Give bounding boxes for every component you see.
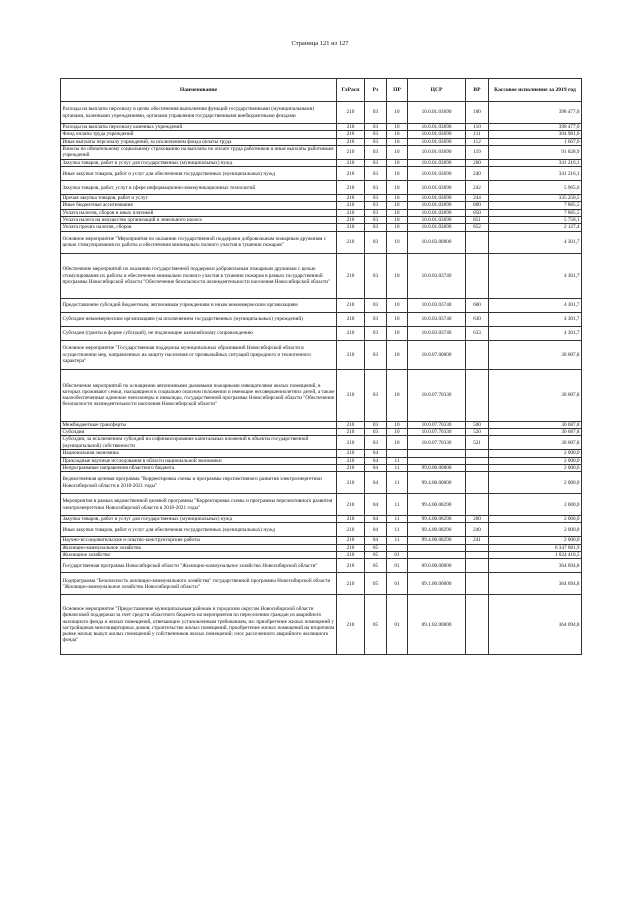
table-row bbox=[61, 224, 582, 231]
cell-pr: 10 bbox=[387, 209, 408, 216]
cell-rz: 04 bbox=[365, 494, 387, 516]
cell-name: Обеспечение мероприятий по оснащению автономными дымовыми пожарными извещателями жилых помещений, в которых проживают семьи, находящиеся в социально опасном положении и имеющие несовершеннолетних детей, а также малообеспеченные одинокие пенсионеры и инвалиды, государственной программы Новосибирской области "Обеспечение безопасности жизнедеятельности населения Новосибирской области" bbox=[61, 369, 337, 421]
table-row bbox=[61, 202, 582, 209]
cell-glrasp: 210 bbox=[337, 298, 365, 312]
cell-name: Предоставление субсидий бюджетным, автономным учреждениям и иным некоммерческим организациям bbox=[61, 298, 337, 312]
cell-vr: 240 bbox=[466, 523, 489, 537]
cell-glrasp: 210 bbox=[337, 559, 365, 573]
cell-glrasp: 210 bbox=[337, 102, 365, 124]
cell-csr bbox=[408, 457, 466, 464]
cell-vr bbox=[466, 544, 489, 551]
cell-sum: 4 301,7 bbox=[489, 253, 582, 298]
cell-glrasp: 210 bbox=[337, 312, 365, 326]
cell-glrasp: 210 bbox=[337, 428, 365, 435]
cell-csr: 10.0.07.00000 bbox=[408, 340, 466, 369]
cell-name: Иные бюджетные ассигнования bbox=[61, 202, 337, 209]
cell-pr: 11 bbox=[387, 523, 408, 537]
cell-csr: 10.0.01.03690 bbox=[408, 138, 466, 145]
table-row bbox=[61, 421, 582, 428]
cell-pr: 10 bbox=[387, 231, 408, 253]
cell-rz: 03 bbox=[365, 181, 387, 195]
col-header-sum: Кассовое исполнение за 2019 год bbox=[489, 79, 582, 102]
cell-glrasp: 210 bbox=[337, 124, 365, 131]
table-row bbox=[61, 231, 582, 253]
cell-pr: 10 bbox=[387, 298, 408, 312]
table-row bbox=[61, 312, 582, 326]
table-row bbox=[61, 340, 582, 369]
cell-name: Субсидии, за исключением субсидий на софинансирование капитальных вложений в объекты государственной (муниципальной) собственности bbox=[61, 436, 337, 450]
cell-vr: 500 bbox=[466, 421, 489, 428]
cell-vr: 112 bbox=[466, 138, 489, 145]
col-header-vr: ВР bbox=[466, 79, 489, 102]
cell-sum: 398 477,0 bbox=[489, 124, 582, 131]
cell-sum: 2 127,4 bbox=[489, 224, 582, 231]
cell-name: Государственная программа Новосибирской области "Жилищно-коммунальное хозяйство Новосибирской области" bbox=[61, 559, 337, 573]
cell-rz: 03 bbox=[365, 253, 387, 298]
table-row bbox=[61, 145, 582, 159]
cell-name: Субсидии некоммерческим организациям (за исключением государственных (муниципальных) учреждений) bbox=[61, 312, 337, 326]
table-row bbox=[61, 124, 582, 131]
cell-sum: 304 981,0 bbox=[489, 131, 582, 138]
cell-name: Уплата прочих налогов, сборов bbox=[61, 224, 337, 231]
cell-pr: 10 bbox=[387, 124, 408, 131]
cell-pr: 01 bbox=[387, 573, 408, 595]
cell-sum: 30 687,8 bbox=[489, 340, 582, 369]
cell-vr: 800 bbox=[466, 202, 489, 209]
table-row bbox=[61, 209, 582, 216]
table-row bbox=[61, 523, 582, 537]
table-row bbox=[61, 436, 582, 450]
cell-pr: 10 bbox=[387, 312, 408, 326]
cell-name: Закупка товаров, работ и услуг для государственных (муниципальных) нужд bbox=[61, 516, 337, 523]
cell-name: Жилищное хозяйство bbox=[61, 552, 337, 559]
cell-csr: 10.0.07.70330 bbox=[408, 428, 466, 435]
cell-vr: 850 bbox=[466, 209, 489, 216]
cell-vr bbox=[466, 457, 489, 464]
cell-sum: 2 000,0 bbox=[489, 516, 582, 523]
cell-csr: 09.1.00.00000 bbox=[408, 573, 466, 595]
table-row bbox=[61, 131, 582, 138]
cell-pr: 10 bbox=[387, 436, 408, 450]
cell-csr: 10.0.07.70330 bbox=[408, 421, 466, 428]
cell-csr: 10.0.01.03690 bbox=[408, 124, 466, 131]
cell-sum: 341 216,1 bbox=[489, 159, 582, 166]
cell-vr: 119 bbox=[466, 145, 489, 159]
cell-csr: 10.0.07.70330 bbox=[408, 436, 466, 450]
cell-sum: 4 301,7 bbox=[489, 231, 582, 253]
table-row bbox=[61, 428, 582, 435]
cell-rz: 04 bbox=[365, 537, 387, 544]
cell-glrasp: 210 bbox=[337, 436, 365, 450]
cell-rz: 05 bbox=[365, 544, 387, 551]
cell-glrasp: 210 bbox=[337, 464, 365, 471]
cell-csr: 99.4.00.08290 bbox=[408, 537, 466, 544]
cell-glrasp: 210 bbox=[337, 217, 365, 224]
cell-csr bbox=[408, 450, 466, 457]
cell-csr bbox=[408, 544, 466, 551]
table-row bbox=[61, 253, 582, 298]
table-row bbox=[61, 472, 582, 494]
cell-csr: 10.0.03.03740 bbox=[408, 326, 466, 340]
cell-vr: 633 bbox=[466, 326, 489, 340]
cell-glrasp: 210 bbox=[337, 195, 365, 202]
cell-rz: 03 bbox=[365, 202, 387, 209]
cell-name: Субсидии (гранты в форме субсидий), не подлежащие казначейскому сопровождению bbox=[61, 326, 337, 340]
cell-sum: 1 024 410,5 bbox=[489, 552, 582, 559]
cell-csr: 10.0.03.03740 bbox=[408, 312, 466, 326]
cell-sum: 1 667,0 bbox=[489, 138, 582, 145]
cell-name: Прочая закупка товаров, работ и услуг bbox=[61, 195, 337, 202]
table-body bbox=[61, 102, 582, 655]
cell-pr: 10 bbox=[387, 326, 408, 340]
cell-glrasp: 210 bbox=[337, 326, 365, 340]
cell-name: Иные выплаты персоналу учреждений, за исключением фонда оплаты труда bbox=[61, 138, 337, 145]
cell-csr: 10.0.01.03690 bbox=[408, 224, 466, 231]
cell-rz: 03 bbox=[365, 312, 387, 326]
cell-rz: 03 bbox=[365, 131, 387, 138]
cell-pr: 10 bbox=[387, 181, 408, 195]
table-row bbox=[61, 195, 582, 202]
cell-csr: 99.0.00.00000 bbox=[408, 464, 466, 471]
cell-name: Закупка товаров, работ и услуг для государственных (муниципальных) нужд bbox=[61, 159, 337, 166]
cell-pr: 10 bbox=[387, 145, 408, 159]
cell-sum: 364 694,8 bbox=[489, 573, 582, 595]
cell-sum: 4 301,7 bbox=[489, 326, 582, 340]
cell-glrasp: 210 bbox=[337, 181, 365, 195]
table-row bbox=[61, 369, 582, 421]
cell-pr: 10 bbox=[387, 428, 408, 435]
col-header-name: Наименование bbox=[61, 79, 337, 102]
table-row bbox=[61, 494, 582, 516]
cell-pr: 10 bbox=[387, 224, 408, 231]
cell-csr: 99.4.00.00000 bbox=[408, 472, 466, 494]
cell-vr bbox=[466, 253, 489, 298]
cell-rz: 03 bbox=[365, 436, 387, 450]
col-header-pr: ПР bbox=[387, 79, 408, 102]
cell-pr: 10 bbox=[387, 421, 408, 428]
cell-sum: 2 000,0 bbox=[489, 450, 582, 457]
cell-vr bbox=[466, 369, 489, 421]
cell-vr: 851 bbox=[466, 217, 489, 224]
cell-name: Иные закупки товаров, работ и услуг для обеспечения государственных (муниципальных) нужд bbox=[61, 167, 337, 181]
table-row bbox=[61, 537, 582, 544]
cell-csr: 10.0.03.00000 bbox=[408, 231, 466, 253]
table-row bbox=[61, 552, 582, 559]
cell-pr: 10 bbox=[387, 167, 408, 181]
cell-rz: 04 bbox=[365, 516, 387, 523]
cell-vr bbox=[466, 552, 489, 559]
table-row bbox=[61, 450, 582, 457]
cell-name: Расходы на выплаты персоналу в целях обеспечения выполнения функций государственными (муниципальными) органами, казенными учреждениями, органами управления государственными внебюджетными фондами bbox=[61, 102, 337, 124]
cell-glrasp: 210 bbox=[337, 421, 365, 428]
col-header-rz: Рз bbox=[365, 79, 387, 102]
table-row bbox=[61, 326, 582, 340]
cell-pr: 10 bbox=[387, 131, 408, 138]
cell-rz: 04 bbox=[365, 457, 387, 464]
cell-rz: 05 bbox=[365, 552, 387, 559]
cell-rz: 03 bbox=[365, 224, 387, 231]
cell-glrasp: 210 bbox=[337, 573, 365, 595]
cell-csr: 09.1.02.00000 bbox=[408, 595, 466, 655]
cell-sum: 30 687,8 bbox=[489, 421, 582, 428]
cell-glrasp: 210 bbox=[337, 595, 365, 655]
budget-table bbox=[60, 78, 582, 655]
cell-csr: 10.0.03.03740 bbox=[408, 298, 466, 312]
cell-csr: 10.0.01.03690 bbox=[408, 202, 466, 209]
cell-csr: 09.0.00.00000 bbox=[408, 559, 466, 573]
cell-sum: 30 687,8 bbox=[489, 369, 582, 421]
cell-vr bbox=[466, 464, 489, 471]
cell-glrasp: 210 bbox=[337, 450, 365, 457]
cell-rz: 04 bbox=[365, 472, 387, 494]
cell-rz: 05 bbox=[365, 573, 387, 595]
cell-vr: 200 bbox=[466, 516, 489, 523]
cell-csr: 10.0.01.03690 bbox=[408, 102, 466, 124]
cell-name: Обеспечение мероприятий по оказанию государственной поддержки добровольным пожарным дружинам с целью стимулирования их работы и обеспечения мнимально полного участия в тушении пожаров в рамках государственной программы Новосибирской области "Обеспечение безопасности жизнедеятельности населения Новосибирской области" bbox=[61, 253, 337, 298]
cell-rz: 03 bbox=[365, 298, 387, 312]
table-row bbox=[61, 464, 582, 471]
cell-csr: 10.0.01.03690 bbox=[408, 167, 466, 181]
cell-pr: 11 bbox=[387, 516, 408, 523]
cell-vr: 240 bbox=[466, 167, 489, 181]
cell-name: Подпрограмма "Безопасность жилищно-коммунального хозяйства" государственной программы Новосибирской области "Жилищно-коммунальное хозяйство Новосибирской области" bbox=[61, 573, 337, 595]
cell-sum: 2 000,0 bbox=[489, 537, 582, 544]
cell-glrasp: 210 bbox=[337, 369, 365, 421]
cell-vr bbox=[466, 595, 489, 655]
cell-name: Уплата налога на имущество организаций и земельного налога bbox=[61, 217, 337, 224]
cell-vr: 100 bbox=[466, 102, 489, 124]
cell-name: Ведомственная целевая программа "Корректировка схемы и программы перспективного развития электроэнергетики Новосибирской области в 2018-2021 годы" bbox=[61, 472, 337, 494]
cell-csr: 10.0.07.70330 bbox=[408, 369, 466, 421]
cell-rz: 03 bbox=[365, 102, 387, 124]
cell-pr: 10 bbox=[387, 217, 408, 224]
cell-rz: 03 bbox=[365, 195, 387, 202]
cell-rz: 03 bbox=[365, 326, 387, 340]
cell-rz: 05 bbox=[365, 559, 387, 573]
cell-glrasp: 210 bbox=[337, 494, 365, 516]
cell-csr: 10.0.01.03690 bbox=[408, 217, 466, 224]
cell-rz: 03 bbox=[365, 167, 387, 181]
cell-name: Взносы по обязательному социальному страхованию на выплаты по оплате труда работников и иные выплаты работникам учреждений bbox=[61, 145, 337, 159]
cell-pr: 10 bbox=[387, 159, 408, 166]
table-row bbox=[61, 102, 582, 124]
cell-sum: 91 828,9 bbox=[489, 145, 582, 159]
table-row bbox=[61, 516, 582, 523]
cell-csr: 10.0.03.03740 bbox=[408, 253, 466, 298]
cell-rz: 03 bbox=[365, 369, 387, 421]
cell-csr: 99.4.00.08290 bbox=[408, 494, 466, 516]
cell-sum: 2 000,0 bbox=[489, 464, 582, 471]
cell-glrasp: 210 bbox=[337, 145, 365, 159]
cell-name: Межбюджетные трансферты bbox=[61, 421, 337, 428]
cell-csr: 10.0.01.03690 bbox=[408, 181, 466, 195]
cell-vr: 520 bbox=[466, 428, 489, 435]
cell-csr: 99.4.00.08290 bbox=[408, 516, 466, 523]
table-header-row bbox=[61, 79, 582, 102]
cell-vr bbox=[466, 573, 489, 595]
cell-vr: 630 bbox=[466, 312, 489, 326]
cell-sum: 4 301,7 bbox=[489, 312, 582, 326]
cell-glrasp: 210 bbox=[337, 224, 365, 231]
page-header: Страница 121 из 127 bbox=[291, 40, 349, 47]
cell-rz: 04 bbox=[365, 450, 387, 457]
cell-pr bbox=[387, 450, 408, 457]
cell-name: Закупка товаров, работ, услуг в сфере информационно-коммуникационных технологий bbox=[61, 181, 337, 195]
cell-rz: 03 bbox=[365, 421, 387, 428]
table-row bbox=[61, 573, 582, 595]
cell-glrasp: 210 bbox=[337, 523, 365, 537]
cell-vr: 852 bbox=[466, 224, 489, 231]
cell-pr: 10 bbox=[387, 340, 408, 369]
table-row bbox=[61, 138, 582, 145]
cell-pr: 10 bbox=[387, 369, 408, 421]
cell-sum: 4 301,7 bbox=[489, 298, 582, 312]
cell-sum: 2 000,0 bbox=[489, 523, 582, 537]
cell-pr: 11 bbox=[387, 472, 408, 494]
cell-glrasp: 210 bbox=[337, 253, 365, 298]
cell-pr: 01 bbox=[387, 559, 408, 573]
cell-name: Непрограммные направления областного бюджета bbox=[61, 464, 337, 471]
cell-pr: 11 bbox=[387, 537, 408, 544]
cell-rz: 03 bbox=[365, 209, 387, 216]
cell-glrasp: 210 bbox=[337, 537, 365, 544]
table-row bbox=[61, 595, 582, 655]
cell-sum: 335 250,5 bbox=[489, 195, 582, 202]
cell-vr bbox=[466, 494, 489, 516]
cell-vr: 600 bbox=[466, 298, 489, 312]
cell-name: Субсидии bbox=[61, 428, 337, 435]
cell-pr: 11 bbox=[387, 457, 408, 464]
cell-csr: 10.0.01.03690 bbox=[408, 145, 466, 159]
cell-glrasp: 210 bbox=[337, 457, 365, 464]
cell-pr: 10 bbox=[387, 138, 408, 145]
table-row bbox=[61, 181, 582, 195]
cell-pr: 11 bbox=[387, 494, 408, 516]
cell-vr bbox=[466, 559, 489, 573]
cell-glrasp: 210 bbox=[337, 159, 365, 166]
cell-glrasp: 210 bbox=[337, 138, 365, 145]
cell-rz: 03 bbox=[365, 340, 387, 369]
cell-name: Расходы на выплаты персоналу казенных учреждений bbox=[61, 124, 337, 131]
cell-sum: 364 694,8 bbox=[489, 595, 582, 655]
cell-pr: 10 bbox=[387, 202, 408, 209]
cell-pr: 01 bbox=[387, 595, 408, 655]
cell-sum: 341 216,1 bbox=[489, 167, 582, 181]
cell-sum: 5 965,6 bbox=[489, 181, 582, 195]
cell-glrasp: 210 bbox=[337, 340, 365, 369]
cell-vr: 242 bbox=[466, 181, 489, 195]
cell-pr bbox=[387, 544, 408, 551]
cell-name: Мероприятия в рамках ведомственной целевой программы "Корректировка схемы и программы перспективного развития электроэнергетики Новосибирской области в 2018-2021 годы" bbox=[61, 494, 337, 516]
cell-glrasp: 210 bbox=[337, 131, 365, 138]
cell-csr: 10.0.01.03690 bbox=[408, 131, 466, 138]
cell-rz: 03 bbox=[365, 124, 387, 131]
cell-vr bbox=[466, 340, 489, 369]
cell-sum: 5 758,1 bbox=[489, 217, 582, 224]
cell-vr: 241 bbox=[466, 537, 489, 544]
table-row bbox=[61, 298, 582, 312]
cell-sum: 398 477,0 bbox=[489, 102, 582, 124]
cell-glrasp: 210 bbox=[337, 472, 365, 494]
cell-glrasp: 210 bbox=[337, 167, 365, 181]
cell-vr: 244 bbox=[466, 195, 489, 202]
cell-rz: 03 bbox=[365, 138, 387, 145]
cell-sum: 7 885,5 bbox=[489, 209, 582, 216]
cell-sum: 364 694,8 bbox=[489, 559, 582, 573]
cell-glrasp: 210 bbox=[337, 552, 365, 559]
table-row bbox=[61, 559, 582, 573]
table-row bbox=[61, 457, 582, 464]
cell-name: Основное мероприятие "Мероприятия по оказанию государственной поддержки добровольным пожарным дружинам с целью стимулирования их работы и обеспечения минимально полного участия в тушении пожаров" bbox=[61, 231, 337, 253]
cell-rz: 04 bbox=[365, 523, 387, 537]
cell-vr: 200 bbox=[466, 159, 489, 166]
cell-rz: 03 bbox=[365, 145, 387, 159]
cell-csr: 10.0.01.03690 bbox=[408, 195, 466, 202]
col-header-glrasp: ГлРасп bbox=[337, 79, 365, 102]
cell-rz: 03 bbox=[365, 217, 387, 224]
cell-sum: 2 000,0 bbox=[489, 457, 582, 464]
cell-name: Фонд оплаты труда учреждений bbox=[61, 131, 337, 138]
table-row bbox=[61, 217, 582, 224]
cell-rz: 04 bbox=[365, 464, 387, 471]
cell-name: Научно-исследовательские и опытно-конструкторские работы bbox=[61, 537, 337, 544]
cell-glrasp: 210 bbox=[337, 209, 365, 216]
cell-sum: 30 687,8 bbox=[489, 428, 582, 435]
col-header-csr: ЦСР bbox=[408, 79, 466, 102]
cell-name: Национальная экономика bbox=[61, 450, 337, 457]
cell-vr: 521 bbox=[466, 436, 489, 450]
cell-csr bbox=[408, 552, 466, 559]
cell-rz: 03 bbox=[365, 428, 387, 435]
cell-name: Иные закупки товаров, работ и услуг для обеспечения государственных (муниципальных) нужд bbox=[61, 523, 337, 537]
cell-name: Прикладные научные исследования в области национальной экономики bbox=[61, 457, 337, 464]
cell-sum: 6 347 681,9 bbox=[489, 544, 582, 551]
cell-pr: 10 bbox=[387, 195, 408, 202]
cell-glrasp: 210 bbox=[337, 202, 365, 209]
cell-pr: 01 bbox=[387, 552, 408, 559]
table-row bbox=[61, 159, 582, 166]
cell-glrasp: 210 bbox=[337, 544, 365, 551]
table-row bbox=[61, 544, 582, 551]
cell-rz: 03 bbox=[365, 159, 387, 166]
cell-csr: 99.4.00.08290 bbox=[408, 523, 466, 537]
table-row bbox=[61, 167, 582, 181]
cell-rz: 05 bbox=[365, 595, 387, 655]
cell-vr bbox=[466, 231, 489, 253]
cell-vr bbox=[466, 472, 489, 494]
cell-vr: 110 bbox=[466, 124, 489, 131]
cell-pr: 10 bbox=[387, 102, 408, 124]
cell-pr: 11 bbox=[387, 464, 408, 471]
cell-sum: 30 687,8 bbox=[489, 436, 582, 450]
cell-vr bbox=[466, 450, 489, 457]
cell-name: Основное мероприятие "Предоставление муниципальным районам и городским округам Новосибирской области финансовой поддержки за счет средств областного бюджета на мероприятия по переселению граждан из аварийного жилищного фонда и жилых помещений, отвечающих установленным требованиям, на: приобретение жилых помещений у застройщиков многоквартирных домов; строительство жилых помещений, приобретение жилых помещений на вторичном рынке жилья; выкуп жилых помещений у собственников жилых помещений; снос расселенного аварийного жилищного фонда" bbox=[61, 595, 337, 655]
cell-sum: 7 885,5 bbox=[489, 202, 582, 209]
cell-csr: 10.0.01.03690 bbox=[408, 159, 466, 166]
cell-rz: 03 bbox=[365, 231, 387, 253]
cell-name: Жилищно-коммунальное хозяйство bbox=[61, 544, 337, 551]
cell-glrasp: 210 bbox=[337, 516, 365, 523]
cell-glrasp: 210 bbox=[337, 231, 365, 253]
cell-pr: 10 bbox=[387, 253, 408, 298]
cell-sum: 2 000,0 bbox=[489, 472, 582, 494]
cell-csr: 10.0.01.03690 bbox=[408, 209, 466, 216]
cell-vr: 111 bbox=[466, 131, 489, 138]
cell-name: Основное мероприятие "Государственная поддержка муниципальных образований Новосибирской области в осуществлении мер, направленных на защиту населения от чрезвычайных ситуаций природного и техногенного характера" bbox=[61, 340, 337, 369]
cell-name: Уплата налогов, сборов и иных платежей bbox=[61, 209, 337, 216]
cell-sum: 2 000,0 bbox=[489, 494, 582, 516]
